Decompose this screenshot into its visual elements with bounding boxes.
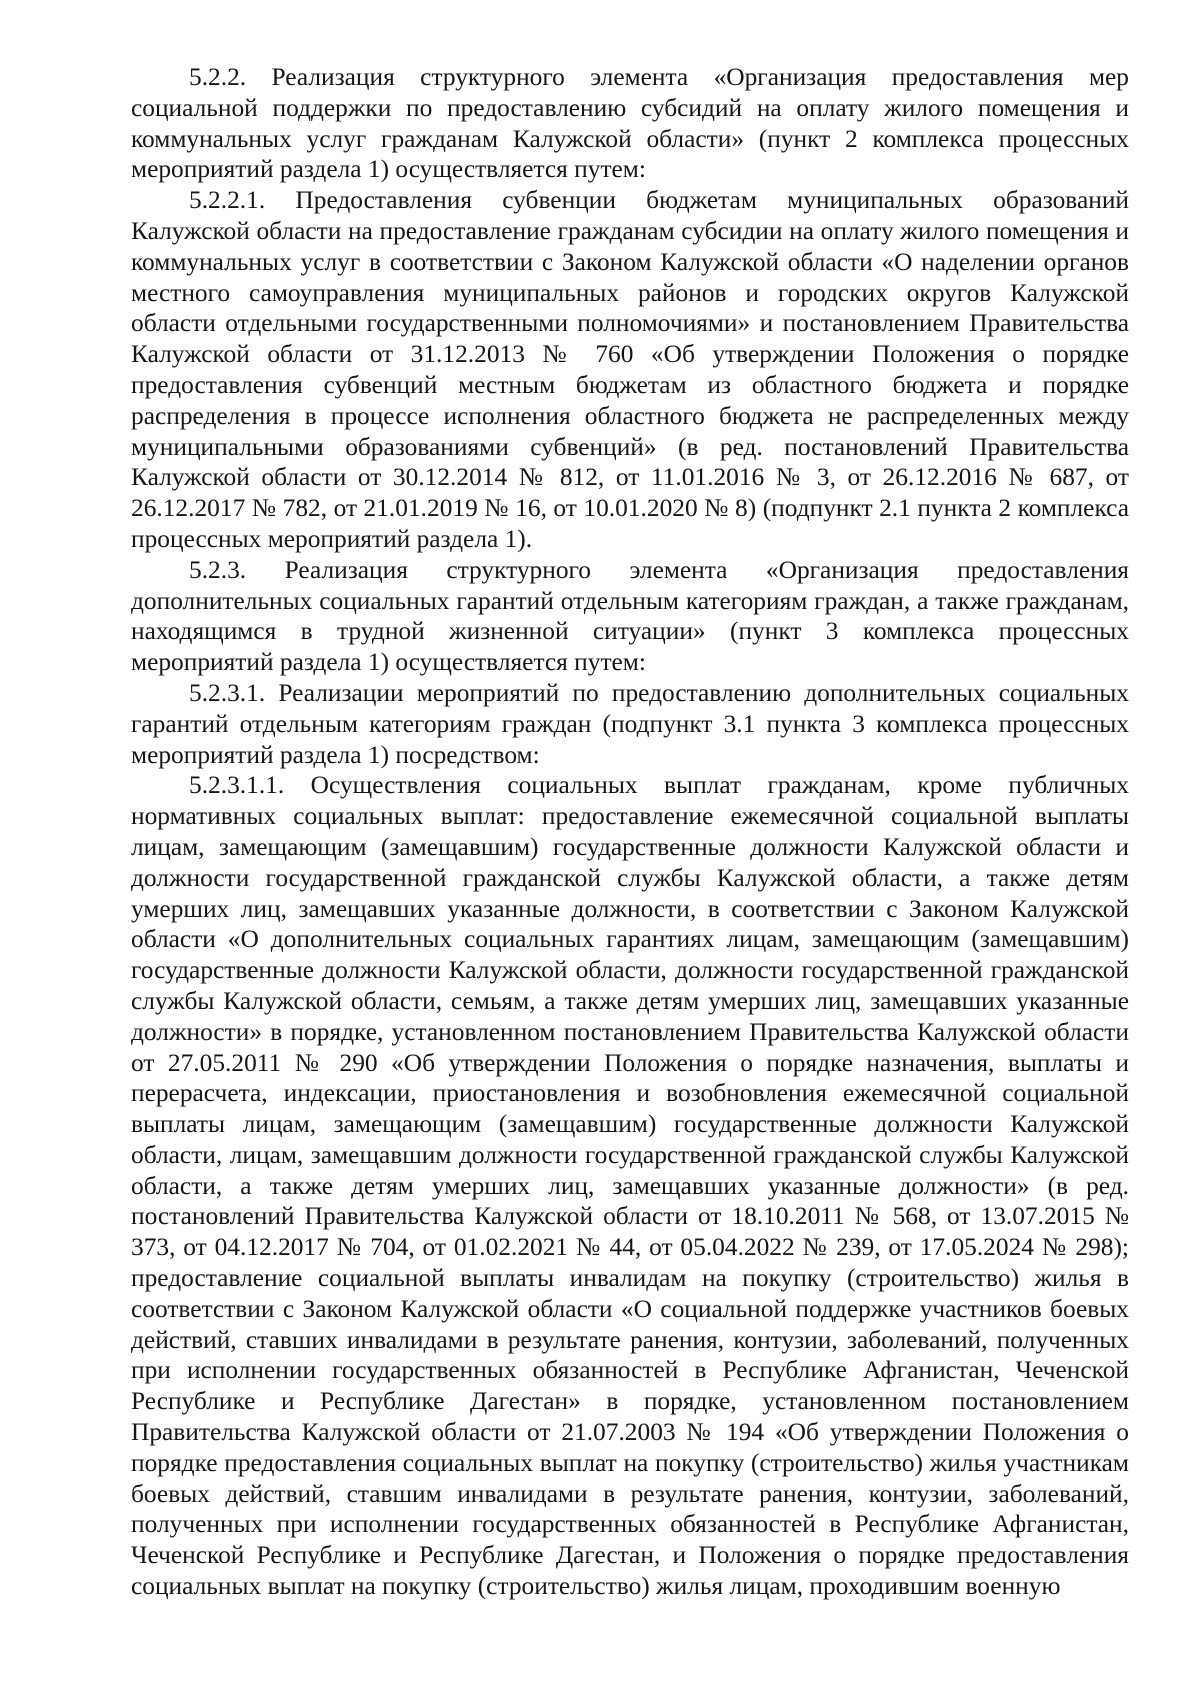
document-page [131, 62, 1129, 1602]
paragraph-5-2-3-1-1: 5.2.3.1.1. Осуществления социальных выплат гражданам, кроме публичных нормативных социальных выплат: предоставление ежемесячной социальной выплаты лицам, замещающим (замещавшим) государственные должности Калужской области и должности государственной гражданской службы Калужской области, а также детям умерших лиц, замещавших указанные должности, в соответствии с Законом Калужской области «О дополнительных социальных гарантиях лицам, замещающим (замещавшим) государственные должности Калужской области, должности государственной гражданской службы Калужской области, семьям, а также детям умерших лиц, замещавших указанные должности» в порядке, установленном постановлением Правительства Калужской области от 27.05.2011 № 290 «Об утверждении Положения о порядке назначения, выплаты и перерасчета, индексации, приостановления и возобновления ежемесячной социальной выплаты лицам, замещающим (замещавшим) государственные должности Калужской области, лицам, замещавшим должности государственной гражданской службы Калужской области, а также детям умерших лиц, замещавших указанные должности» (в ред. постановлений Правительства Калужской области от 18.10.2011 № 568, от 13.07.2015 № 373, от 04.12.2017 № 704, от 01.02.2021 № 44, от 05.04.2022 № 239, от 17.05.2024 № 298); предоставление социальной выплаты инвалидам на покупку (строительство) жилья в соответствии с Законом Калужской области «О социальной поддержке участников боевых действий, ставших инвалидами в результате ранения, контузии, заболеваний, полученных при исполнении государственных обязанностей в Республике Афганистан, Чеченской Республике и Республике Дагестан» в порядке, установленном постановлением Правительства Калужской области от 21.07.2003 № 194 «Об утверждении Положения о порядке предоставления социальных выплат на покупку (строительство) жилья участникам боевых действий, ставшим инвалидами в результате ранения, контузии, заболеваний, полученных при исполнении государственных обязанностей в Республике Афганистан, Чеченской Республике и Республике Дагестан, и Положения о порядке предоставления социальных выплат на покупку (строительство) жилья лицам, проходившим военную [131, 771, 1129, 1601]
paragraph-5-2-2-1: 5.2.2.1. Предоставления субвенции бюджетам муниципальных образований Калужской области на предоставление гражданам субсидии на оплату жилого помещения и коммунальных услуг в соответствии с Законом Калужской области «О наделении органов местного самоуправления муниципальных районов и городских округов Калужской области отдельными государственными полномочиями» и постановлением Правительства Калужской области от 31.12.2013 № 760 «Об утверждении Положения о порядке предоставления субвенций местным бюджетам из областного бюджета и порядке распределения в процессе исполнения областного бюджета не распределенных между муниципальными образованиями субвенций» (в ред. постановлений Правительства Калужской области от 30.12.2014 № 812, от 11.01.2016 № 3, от 26.12.2016 № 687, от 26.12.2017 № 782, от 21.01.2019 № 16, от 10.01.2020 № 8) (подпункт 2.1 пункта 2 комплекса процессных мероприятий раздела 1). [131, 186, 1129, 553]
paragraph-5-2-3: 5.2.3. Реализация структурного элемента «Организация предоставления дополнительных социальных гарантий отдельным категориям граждан, а также гражданам, находящимся в трудной жизненной ситуации» (пункт 3 комплекса процессных мероприятий раздела 1) осуществляется путем: [131, 555, 1129, 677]
paragraph-5-2-2: 5.2.2. Реализация структурного элемента «Организация предоставления мер социальной поддержки по предоставлению субсидий на оплату жилого помещения и коммунальных услуг гражданам Калужской области» (пункт 2 комплекса процессных мероприятий раздела 1) осуществляется путем: [131, 63, 1129, 184]
paragraph-5-2-3-1: 5.2.3.1. Реализации мероприятий по предоставлению дополнительных социальных гарантий отдельным категориям граждан (подпункт 3.1 пункта 3 комплекса процессных мероприятий раздела 1) посредством: [131, 678, 1129, 769]
